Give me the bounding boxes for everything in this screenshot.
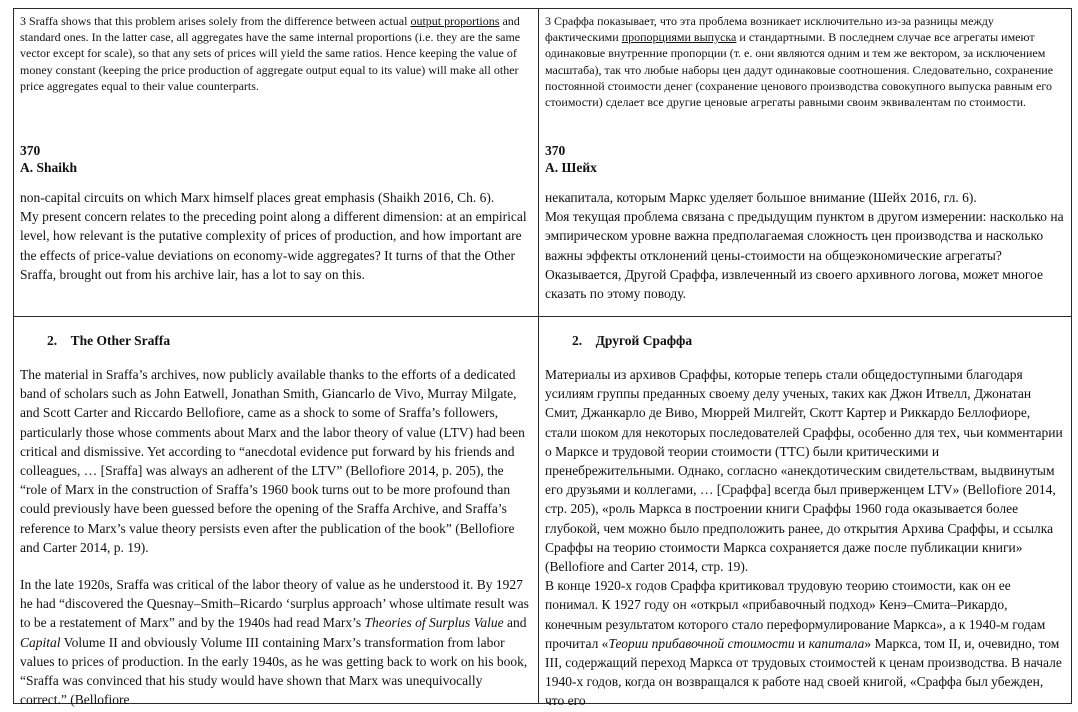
table-row-divider [13, 316, 1072, 317]
russian-footnote: 3 Сраффа показывает, что эта проблема возникает исключительно из-за разницы между фактическими пропорциями выпуска и стандартными. В последнем случае все агрегаты имеют одинаковые внутренние пропорции (т. е. они являются одним и тем же вектором, за исключением масштаба), так что любые наборы цен дадут одинаковые соотношения. Следовательно, сохранение постоянной стоимости денег (сохранение ценового производства совокупного выпуска равным его стоимости) сделает все другие ценовые агрегаты равными своим эквивалентам по стоимости. [545, 14, 1054, 110]
russian-section-number: 2. [572, 333, 583, 348]
english-running-head: A. Shaikh [20, 160, 78, 175]
russian-paragraph-3: Материалы из архивов Сраффы, которые теперь стали общедоступными благодаря усилиям группы преданных своему делу ученых, таких как Джон Итвелл, Джонатан Смит, Джанкарло де Виво, Мюррей Милгейт, Скотт Картер и Риккардо Беллофиоре, стали шоком для некоторых последователей Сраффы, особенно для тех, чьи комментарии о Марксе и трудовой теории стоимости (ТТС) были критическими и пренебрежительными. Однако, согласно «анекдотическим свидетельствам, выдвинутым его друзьями и коллегами, … [Сраффа] всегда был приверженцем LTV» (Bellofiore 2014, стр. 205), «роль Маркса в построении книги Сраффы 1960 года оказывается более глубокой, чем можно было предположить ранее, до открытия Архива Сраффы, и ссылка Сраффы на теорию стоимости Маркса сохраняется даже после публикации книги» (Bellofiore and Carter 2014, стр. 19). [545, 367, 1063, 575]
russian-paragraph-4: В конце 1920-х годов Сраффа критиковал трудовую теорию стоимости, как он ее понимал. К 1927 году он «открыл «прибавочный подход» Кенэ–Смита–Рикардо, конечным результатом которого стало переформулирование Маркса», а к 1940-м годам прочитал «Теории прибавочной стоимости и капитала» Маркса, том II, и, очевидно, том III, содержащий переход Маркса от трудовых стоимостей к ценам производства. В начале 1940-х годов, когда он возвращался к работе над своей книгой, «Сраффа был убежден, что его [545, 578, 1062, 709]
english-section-number: 2. [47, 333, 58, 348]
russian-section-title: Другой Сраффа [595, 333, 693, 348]
table-column-divider [538, 8, 539, 704]
english-footnote: 3 Sraffa shows that this problem arises solely from the difference between actual output proportions and standard ones. In the latter case, all aggregates have the same internal proportions (i.e. they are the same vector except for scale), so that any sets of prices will yield the same ratios. Hence keeping the value of money constant (keeping the price production of aggregate output equal to its value) will make all other price aggregates equal to their value counterparts. [20, 14, 521, 93]
english-paragraph-1: non-capital circuits on which Marx himself places great emphasis (Shaikh 2016, Ch. 6). [20, 190, 495, 205]
english-paragraph-3: The material in Sraffa’s archives, now publicly available thanks to the efforts of a dedicated band of scholars such as John Eatwell, Jonathan Smith, Giancarlo de Vivo, Murray Milgate, and Scott Carter and Riccardo Bellofiore, came as a shock to some of Sraffa’s followers, particularly those whose comments about Marx and the labor theory of value (LTV) had been critical and dismissive. Yet according to “anecdotal evidence put forward by his friends and colleagues, … [Sraffa] was always an adherent of the LTV” (Bellofiore 2014, p. 205), the “role of Marx in the construction of Sraffa’s 1960 book turns out to be more profound than could previously have been guessed before the opening of the Sraffa Archive, and Sraffa’s reference to Marx’s value theory persists even after the publication of the book” (Bellofiore and Carter 2014, p. 19). [20, 367, 525, 555]
table-border-top [13, 8, 1072, 9]
english-section-title: The Other Sraffa [70, 333, 171, 348]
russian-page-number: 370 [545, 143, 566, 158]
russian-paragraphs-3-4 [545, 365, 1065, 711]
table-border-right [1071, 8, 1072, 704]
russian-body-top [545, 188, 1065, 303]
russian-paragraph-2: Моя текущая проблема связана с предыдущим пунктом в другом измерении: насколько на эмпирическом уровне важна предполагаемая сложность цен производства и насколько важны эффекты отклонений цены-стоимости на общеэкономические агрегаты? Оказывается, Другой Сраффа, извлеченный из своего архивного логова, может многое сказать по этому поводу. [545, 209, 1064, 302]
english-page-number: 370 [20, 143, 41, 158]
english-section-heading [20, 331, 559, 350]
english-paragraph-2: My present concern relates to the preceding point along a different dimension: at an empirical level, how relevant is the putative complexity of prices of production, and how important are the effects of price-value deviations on economy-wide aggregates? It turns of that the Other Sraffa, brought out from his archive lair, has a lot to say on this. [20, 209, 527, 282]
english-paragraph-4-block [20, 575, 532, 709]
table-border-left [13, 8, 14, 704]
english-body-top [20, 188, 532, 284]
russian-paragraph-1: некапитала, которым Маркс уделяет большое внимание (Шейх 2016, гл. 6). [545, 190, 977, 205]
russian-section-heading [545, 331, 1078, 350]
english-paragraph-4: In the late 1920s, Sraffa was critical of the labor theory of value as he understood it. By 1927 he had “discovered the Quesnay–Smith–Ricardo ‘surplus approach’ whose ultimate result was to be a restatement of Marx” and by the 1940s had read Marx’s Theories of Surplus Value and Capital Volume II and obviously Volume III containing Marx’s transformation from labor values to prices of production. In the early 1940s, as he was getting back to work on his book, “Sraffa was convinced that his study would have shown that Marx was unequivocally correct.” (Bellofiore [20, 577, 529, 708]
russian-running-head: А. Шейх [545, 160, 597, 175]
english-paragraph-3-block [20, 365, 532, 557]
